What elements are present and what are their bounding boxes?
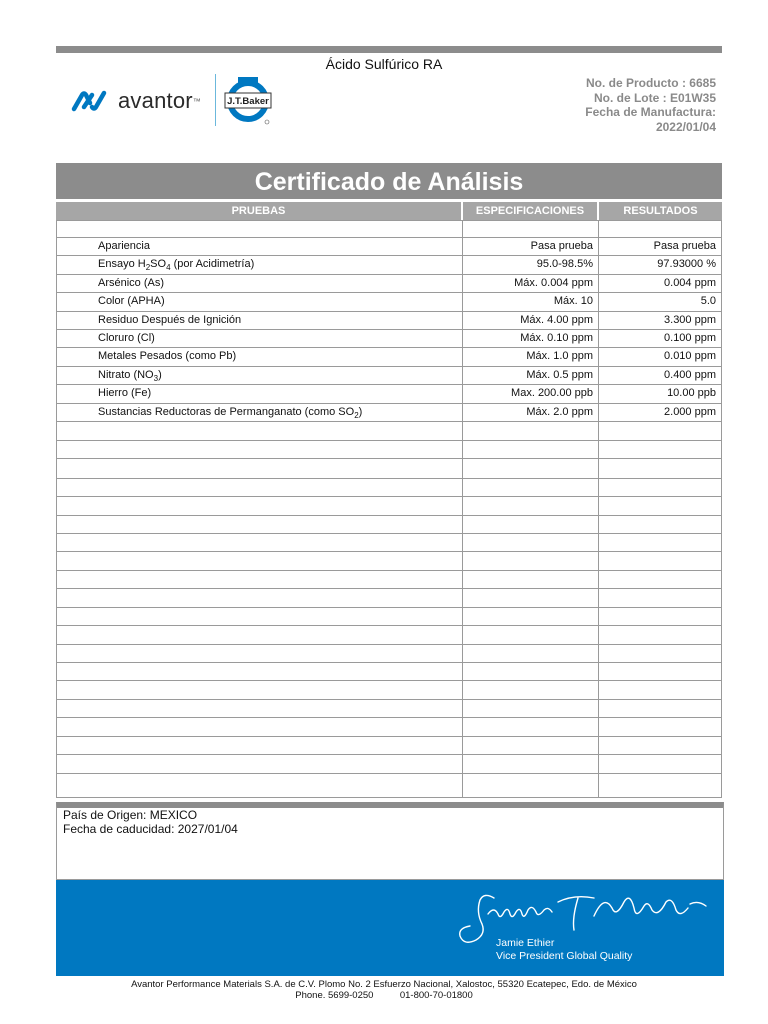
logo-separator [215,74,216,126]
result-value: 0.100 ppm [664,332,716,344]
table-row [56,311,722,329]
table-row [56,237,722,255]
grid-hline [56,384,722,385]
spec-value: Máx. 0.10 ppm [520,332,593,344]
table-row [56,347,722,365]
test-name: Arsénico (As) [98,277,165,289]
grid-hline [56,644,722,645]
result-value: 0.004 ppm [664,277,716,289]
result-value: 0.010 ppm [664,350,716,362]
header-tests: PRUEBAS [56,202,461,220]
lot-number: No. de Lote : E01W35 [593,90,716,105]
result-value: 0.400 ppm [664,369,716,381]
grid-hline [56,440,722,441]
test-name: Hierro (Fe) [98,387,152,399]
spec-value: Máx. 10 [553,295,593,307]
grid-hline [56,551,722,552]
grid-hline [56,220,722,221]
avantor-mark-icon [70,89,114,113]
grid-hline [56,458,722,459]
table-row [56,274,722,292]
test-name: Nitrato $(NO_3)$ [98,369,162,384]
grid-hline [56,478,722,479]
grid-hline [56,699,722,700]
test-name: Ensayo $H_2SO_4$ (por Acidimetría) [98,258,255,273]
grid-hline [56,329,722,330]
table-row [56,366,722,384]
test-name: Apariencia [98,240,150,252]
spec-value: Máx. 0.004 ppm [514,277,593,289]
grid-hline [56,347,722,348]
top-divider-bar [56,46,722,53]
grid-hline [56,797,722,798]
spec-value: Máx. 4.00 ppm [520,314,593,326]
expiry-date: Fecha de caducidad: 2027/01/04 [63,822,238,836]
product-number: No. de Producto : 6685 [585,76,716,90]
spec-value: Pasa prueba [530,240,593,252]
manufacture-label: Fecha de Manufactura: [585,105,716,119]
product-meta [585,76,716,134]
result-value: 5.0 [700,295,716,307]
signature-band [56,880,724,976]
signer-name: Jamie Ethier [496,937,555,949]
result-value: 2.000 ppm [664,406,716,418]
grid-hline [56,366,722,367]
product-name: Ácido Sulfúrico RA [325,56,443,72]
origin-box [56,802,724,880]
grid-hline [56,496,722,497]
table-row [56,384,722,402]
certificate-title: Certificado de Análisis [56,163,722,199]
grid-hline [56,754,722,755]
country-of-origin: País de Origen: MEXICO [63,808,198,822]
grid-hline [56,292,722,293]
grid-hline [56,662,722,663]
signer-role: Vice President Global Quality [496,949,633,962]
spec-value: Máx. 0.5 ppm [526,369,593,381]
spec-value: Máx. 2.0 ppm [526,406,593,418]
avantor-logo [70,86,201,116]
header-results: RESULTADOS [599,202,722,220]
table-row [56,329,722,347]
footer-phone: Phone. 5699-0250 01-800-70-01800 [295,990,473,1001]
grid-hline [56,274,722,275]
grid-hline [56,237,722,238]
footer-address: Avantor Performance Materials S.A. de C.V. Plomo No. 2 Esfuerzo Nacional, Xalostoc, 55320 Ecatepec, Edo. de México [131,979,637,990]
result-value: 97.93000 % [657,258,716,270]
grid-hline [56,255,722,256]
trademark-symbol: ™ [192,96,201,106]
grid-hline [56,607,722,608]
grid-hline [56,736,722,737]
jtbaker-wordmark: J.T.Baker [227,96,269,107]
spec-value: Máx. 1.0 ppm [526,350,593,362]
grid-hline [56,533,722,534]
signature-image [454,888,714,944]
test-name: Sustancias Reductoras de Permanganato (como $SO_2$) [98,406,363,421]
grid-hline [56,625,722,626]
manufacture-date: 2022/01/04 [655,119,716,134]
test-name: Cloruro (Cl) [98,332,155,344]
test-name: Residuo Después de Ignición [98,314,242,326]
analysis-table [56,220,722,798]
header-specifications: ESPECIFICACIONES [463,202,597,220]
test-name: Metales Pesados (como Pb) [98,350,237,362]
grid-hline [56,570,722,571]
result-value: Pasa prueba [653,240,716,252]
test-name: Color (APHA) [98,295,165,307]
grid-hline [56,717,722,718]
grid-hline [56,421,722,422]
grid-hline [56,311,722,312]
table-row [56,292,722,310]
grid-hline [56,403,722,404]
table-row [56,403,722,421]
avantor-wordmark: avantor [118,88,193,113]
spec-value: 95.0-98.5% [536,258,593,270]
result-value: 3.300 ppm [664,314,716,326]
grid-hline [56,773,722,774]
grid-hline [56,680,722,681]
spec-value: Max. 200.00 ppb [511,387,593,399]
jtbaker-logo [222,74,274,126]
signer-block [496,937,632,962]
result-value: 10.00 ppb [667,387,716,399]
grid-hline [56,588,722,589]
grid-hline [56,515,722,516]
table-row [56,255,722,273]
